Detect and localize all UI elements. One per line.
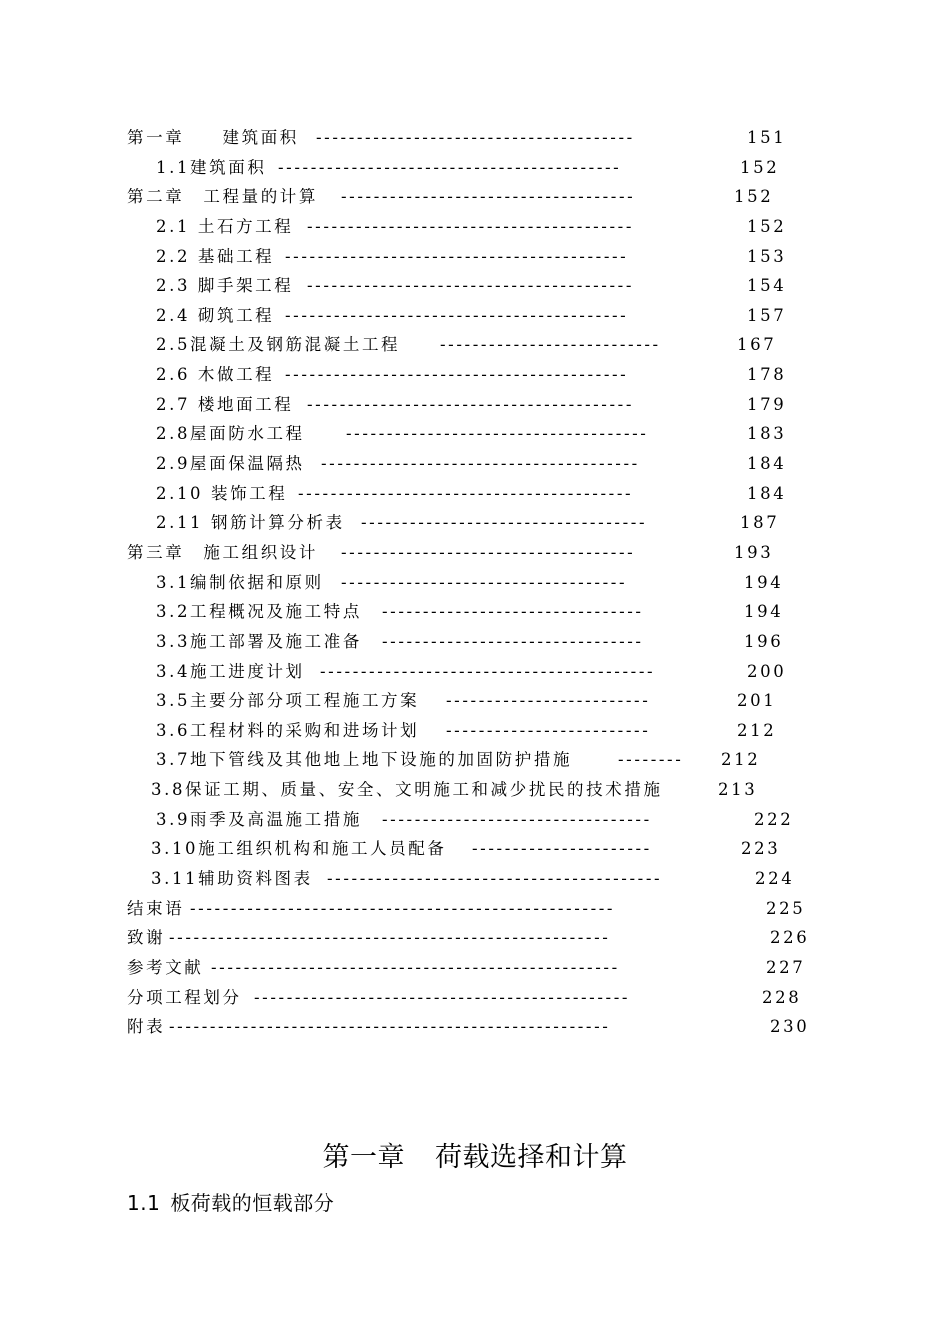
toc-entry-page: 154 [747, 276, 787, 296]
toc-entry[interactable] [0, 212, 950, 242]
toc-leader: ----------------------------------------- [298, 483, 634, 503]
toc-entry-title: 3.10施工组织机构和施工人员配备 [151, 839, 447, 859]
toc-leader: -------------------------------- [382, 602, 644, 622]
section-title: 板荷载的恒载部分 [170, 1191, 335, 1215]
toc-entry[interactable] [0, 775, 950, 805]
toc-entry-page: 179 [747, 394, 787, 414]
toc-entry[interactable] [0, 360, 950, 390]
toc-entry[interactable] [0, 242, 950, 272]
toc-entry-page: 194 [744, 602, 784, 622]
toc-entry-page: 224 [755, 869, 795, 889]
toc-entry[interactable] [0, 449, 950, 479]
toc-entry-page: 184 [747, 483, 787, 503]
toc-entry-title: 2.8屋面防水工程 [156, 424, 305, 444]
toc-entry-page: 230 [770, 1017, 810, 1037]
toc-entry[interactable] [0, 153, 950, 183]
toc-entry-title: 附表 [127, 1017, 166, 1037]
toc-leader: --------------------------------------- [316, 128, 635, 147]
toc-entry-page: 228 [762, 987, 802, 1007]
toc-entry[interactable] [0, 983, 950, 1013]
toc-entry-title: 2.6 木做工程 [156, 365, 275, 385]
toc-entry-title: 3.4施工进度计划 [156, 661, 305, 681]
toc-entry[interactable] [0, 597, 950, 627]
toc-leader: ------------------------- [446, 720, 651, 740]
toc-entry-title: 2.11 钢筋计算分析表 [156, 513, 345, 533]
toc-entry-page: 222 [754, 809, 794, 829]
toc-entry-page: 152 [747, 216, 787, 236]
toc-entry[interactable] [0, 745, 950, 775]
toc-entry-page: 193 [734, 542, 774, 562]
toc-leader: ------------------------------------------ [285, 305, 629, 325]
toc-entry-title: 第三章 施工组织设计 [127, 542, 318, 562]
toc-entry[interactable] [0, 419, 950, 449]
toc-entry[interactable] [0, 271, 950, 301]
toc-entry[interactable] [0, 568, 950, 598]
toc-entry-title: 3.2工程概况及施工特点 [156, 602, 362, 622]
toc-entry[interactable] [0, 716, 950, 746]
toc-entry-title: 第一章 建筑面积 [127, 128, 299, 147]
toc-entry-page: 225 [766, 898, 806, 918]
toc-leader: ---------------------- [472, 839, 652, 859]
toc-entry[interactable] [0, 686, 950, 716]
toc-leader: ------------------------------------------ [285, 246, 629, 266]
toc-leader: ------------------------------------ [341, 542, 636, 562]
chapter-heading [0, 1136, 950, 1180]
toc-leader: ------------------------- [446, 691, 651, 711]
toc-entry-title: 参考文献 [127, 957, 204, 977]
toc-entry-page: 223 [741, 839, 781, 859]
toc-entry[interactable] [0, 894, 950, 924]
toc-entry-page: 167 [737, 335, 777, 355]
toc-entry-page: 200 [747, 661, 787, 681]
toc-entry[interactable] [0, 805, 950, 835]
toc-entry-title: 3.6工程材料的采购和进场计划 [156, 720, 420, 740]
toc-leader: ------------------------------------- [346, 424, 649, 444]
toc-entry-title: 结束语 [127, 898, 185, 918]
toc-entry-title: 2.4 砌筑工程 [156, 305, 275, 325]
toc-entry[interactable] [0, 953, 950, 983]
toc-entry-page: 212 [737, 720, 777, 740]
toc-entry-title: 2.5混凝土及钢筋混凝土工程 [156, 335, 401, 355]
section-number: 1.1 [127, 1191, 161, 1215]
toc-entry-page: 153 [747, 246, 787, 266]
toc-leader: ---------------------------------------- [307, 216, 635, 236]
toc-leader: ---------------------------------------------- [254, 987, 631, 1007]
toc-leader: ------------------------------------------ [285, 365, 629, 385]
toc-leader: -------------------------------------------------- [211, 957, 620, 977]
section-heading [127, 1186, 334, 1220]
toc-leader: ----------------------------------- [341, 572, 628, 592]
toc-entry-title: 第二章 工程量的计算 [127, 187, 318, 207]
toc-entry-title: 3.1编制依据和原则 [156, 572, 324, 592]
toc-entry-title: 致谢 [127, 928, 166, 948]
toc-entry[interactable] [0, 301, 950, 331]
toc-entry-page: 184 [747, 454, 787, 474]
toc-entry-title: 2.3 脚手架工程 [156, 276, 294, 296]
toc-entry[interactable] [0, 864, 950, 894]
toc-leader: ---------------------------------------- [307, 276, 635, 296]
toc-entry-page: 187 [740, 513, 780, 533]
toc-entry-page: 178 [747, 365, 787, 385]
toc-entry[interactable] [0, 123, 950, 153]
toc-leader: ------------------------------------------------------ [169, 928, 611, 948]
toc-entry[interactable] [0, 508, 950, 538]
toc-entry[interactable] [0, 538, 950, 568]
toc-entry-title: 2.7 楼地面工程 [156, 394, 294, 414]
toc-entry[interactable] [0, 479, 950, 509]
toc-leader: -------- [618, 750, 684, 770]
toc-entry-page: 152 [740, 157, 780, 177]
toc-entry-page: 196 [744, 631, 784, 651]
toc-entry-title: 3.9雨季及高温施工措施 [156, 809, 362, 829]
toc-entry-title: 3.11辅助资料图表 [151, 869, 313, 889]
toc-entry-title: 2.9屋面保温隔热 [156, 454, 305, 474]
toc-entry[interactable] [0, 1012, 950, 1042]
toc-leader: ---------------------------------------- [307, 394, 635, 414]
toc-leader: ---------------------------------------------------- [190, 898, 616, 918]
toc-entry-page: 213 [718, 780, 758, 800]
toc-entry-page: 227 [766, 957, 806, 977]
toc-entry[interactable] [0, 390, 950, 420]
toc-entry[interactable] [0, 330, 950, 360]
toc-entry-page: 201 [737, 691, 777, 711]
toc-leader: --------------------------- [440, 335, 661, 355]
toc-entry-title: 分项工程划分 [127, 987, 242, 1007]
toc-entry-page: 151 [747, 128, 787, 147]
toc-entry[interactable] [0, 182, 950, 212]
toc-leader: ----------------------------------------- [327, 869, 663, 889]
toc-entry-title: 3.3施工部署及施工准备 [156, 631, 362, 651]
chapter-number: 第一章 [322, 1142, 405, 1173]
toc-entry-title: 3.7地下管线及其他地上地下设施的加固防护措施 [156, 750, 573, 770]
toc-entry-page: 212 [721, 750, 761, 770]
toc-leader: ----------------------------------------- [320, 661, 656, 681]
toc-leader: ------------------------------------ [341, 187, 636, 207]
toc-entry-title: 2.2 基础工程 [156, 246, 275, 266]
chapter-title: 荷载选择和计算 [435, 1142, 628, 1173]
toc-entry-page: 226 [770, 928, 810, 948]
toc-entry-title: 3.8保证工期、质量、安全、文明施工和减少扰民的技术措施 [151, 780, 663, 800]
toc-entry[interactable] [0, 834, 950, 864]
toc-entry-page: 157 [747, 305, 787, 325]
toc-entry[interactable] [0, 657, 950, 687]
toc-entry-title: 2.1 土石方工程 [156, 216, 294, 236]
toc-leader: --------------------------------------- [321, 454, 640, 474]
toc-leader: ----------------------------------- [361, 513, 648, 533]
table-of-contents [0, 123, 950, 1042]
toc-entry-title: 1.1建筑面积 [156, 157, 267, 177]
toc-entry[interactable] [0, 627, 950, 657]
toc-entry[interactable] [0, 923, 950, 953]
toc-leader: -------------------------------- [382, 631, 644, 651]
toc-entry-title: 3.5主要分部分项工程施工方案 [156, 691, 420, 711]
toc-leader: ------------------------------------------------------ [169, 1017, 611, 1037]
toc-entry-page: 152 [734, 187, 774, 207]
toc-leader: --------------------------------- [382, 809, 652, 829]
toc-entry-title: 2.10 装饰工程 [156, 483, 288, 503]
toc-leader: ------------------------------------------ [278, 157, 622, 177]
toc-entry-page: 183 [747, 424, 787, 444]
toc-entry-page: 194 [744, 572, 784, 592]
